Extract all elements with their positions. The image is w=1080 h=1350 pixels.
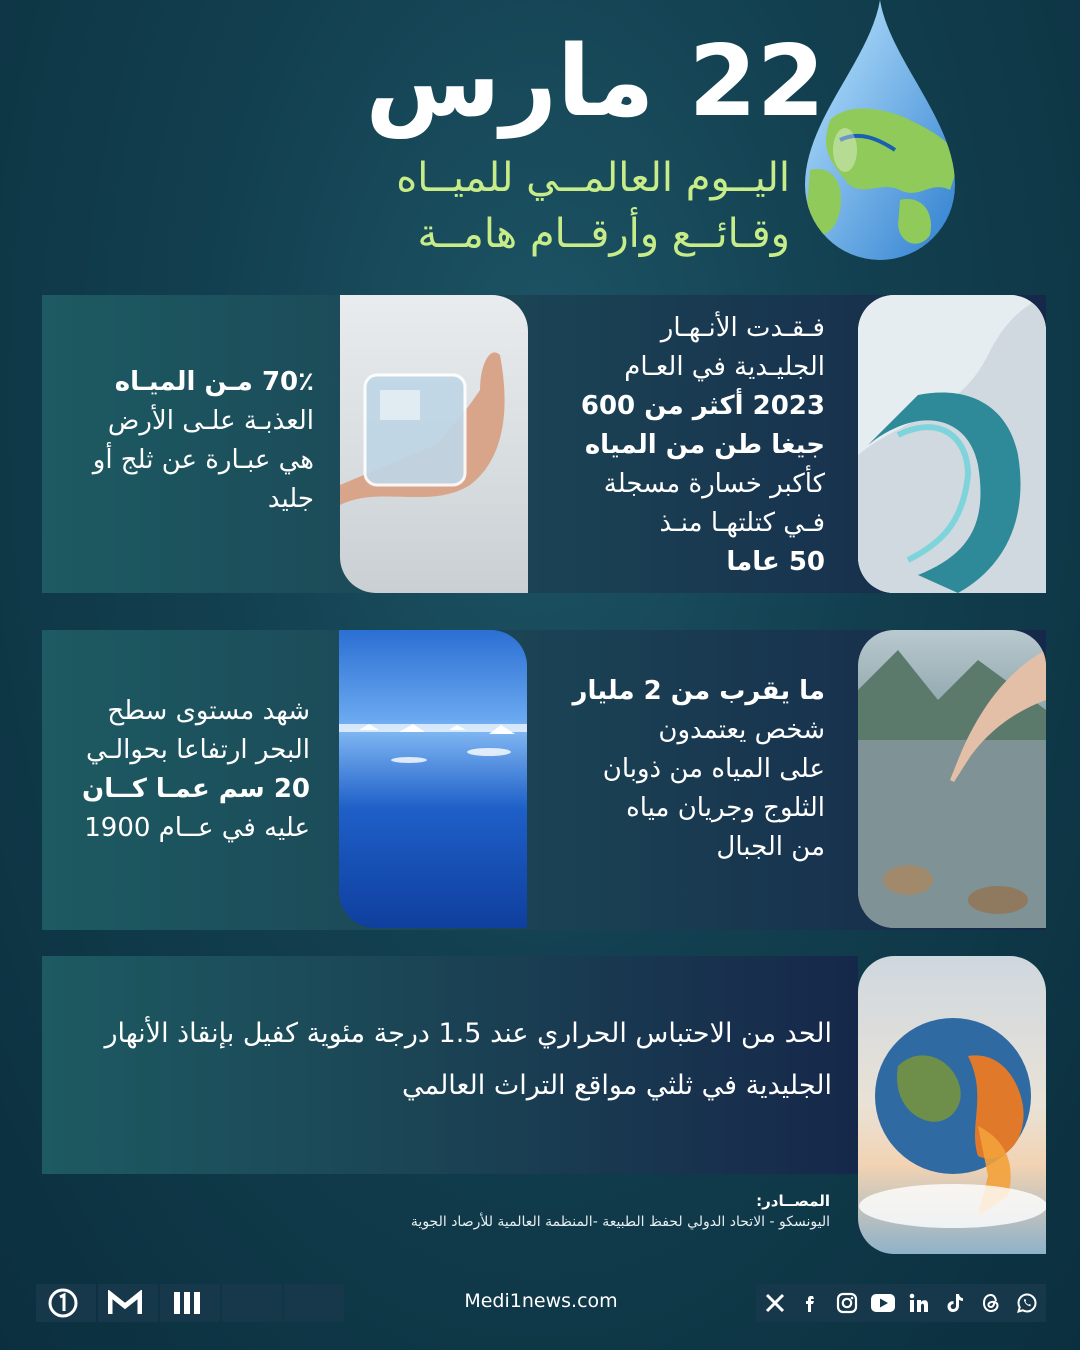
text-line: 50 عاما (726, 547, 825, 577)
text-line: شهد مستوى سطح (107, 696, 310, 726)
text-line: فـي كتلتهـا منـذ (659, 508, 825, 538)
subtitle (90, 150, 790, 262)
linkedin-icon[interactable] (904, 1288, 934, 1318)
hand-touching-lake-photo (858, 630, 1046, 928)
tiktok-icon[interactable] (940, 1288, 970, 1318)
footer-bar (36, 1284, 1046, 1322)
fact-glaciers-loss-text (542, 309, 825, 582)
text-line: 20 سم عمـا كــان (82, 774, 310, 804)
fact-card-1 (42, 295, 1046, 593)
subtitle-line-2: وقـائــع وأرقــام هامــة (417, 211, 790, 257)
text-line: هي عبـارة عن ثلج أو (92, 445, 314, 475)
text-line: العذبـة علـى الأرض (107, 406, 314, 436)
text-line: الجليدية في ثلثي مواقع التراث العالمي (401, 1070, 832, 1101)
threads-icon[interactable] (976, 1288, 1006, 1318)
fact-sea-level-text (42, 692, 310, 848)
water-drop-earth-icon (800, 0, 960, 270)
ice-cube-in-hand-photo (340, 295, 528, 593)
text-line: جليد (267, 484, 314, 514)
sources (411, 1192, 830, 1230)
text-line: جيغا طن من المياه (584, 430, 825, 460)
text-line: كأكبر خسارة مسجلة (603, 469, 825, 499)
text-line: الثلوج وجريان مياه (626, 793, 825, 823)
fact-1-5-degree-text (62, 1008, 832, 1112)
youtube-icon[interactable] (868, 1288, 898, 1318)
fact-card-3 (42, 956, 858, 1174)
text-line: من الجبال (716, 832, 825, 862)
text-line: 70٪ مـن الميـاه (114, 367, 314, 397)
glacier-river-photo (858, 295, 1046, 593)
sea-ice-horizon-photo (339, 630, 527, 928)
facebook-icon[interactable] (796, 1288, 826, 1318)
earth-fire-ice-photo (858, 956, 1046, 1254)
x-icon[interactable] (760, 1288, 790, 1318)
fact-2-billion-text (552, 672, 825, 867)
text-line: شخص يعتمدون (658, 715, 825, 745)
text-line: ما يقرب من 2 مليار (572, 676, 825, 706)
text-line: البحر ارتفاعا بحوالـي (85, 735, 310, 765)
subtitle-line-1: اليــوم العالمــي للميــاه (396, 155, 790, 201)
date-title: 22 مارس (365, 25, 825, 139)
text-line: الحد من الاحتباس الحراري عند 1.5 درجة مئوية كفيل بإنقاذ الأنهار (104, 1018, 832, 1049)
sources-heading: المصــادر: (756, 1192, 830, 1210)
text-line: على المياه من ذوبان (602, 754, 825, 784)
instagram-icon[interactable] (832, 1288, 862, 1318)
fact-card-2 (42, 630, 1046, 930)
website-url[interactable]: Medi1news.com (464, 1290, 618, 1312)
text-line: 2023 أكثر من 600 (580, 391, 825, 421)
text-line: الجليـدية في العـام (624, 352, 825, 382)
text-line: فـقـدت الأنـهـار (660, 313, 825, 343)
sources-list: اليونسكو - الاتحاد الدولي لحفظ الطبيعة -المنظمة العالمية للأرصاد الجوية (410, 1214, 830, 1230)
whatsapp-icon[interactable] (1012, 1288, 1042, 1318)
text-line: عليه في عــام 1900 (84, 813, 310, 843)
header (0, 0, 1080, 290)
fact-70-percent-text (42, 363, 314, 519)
